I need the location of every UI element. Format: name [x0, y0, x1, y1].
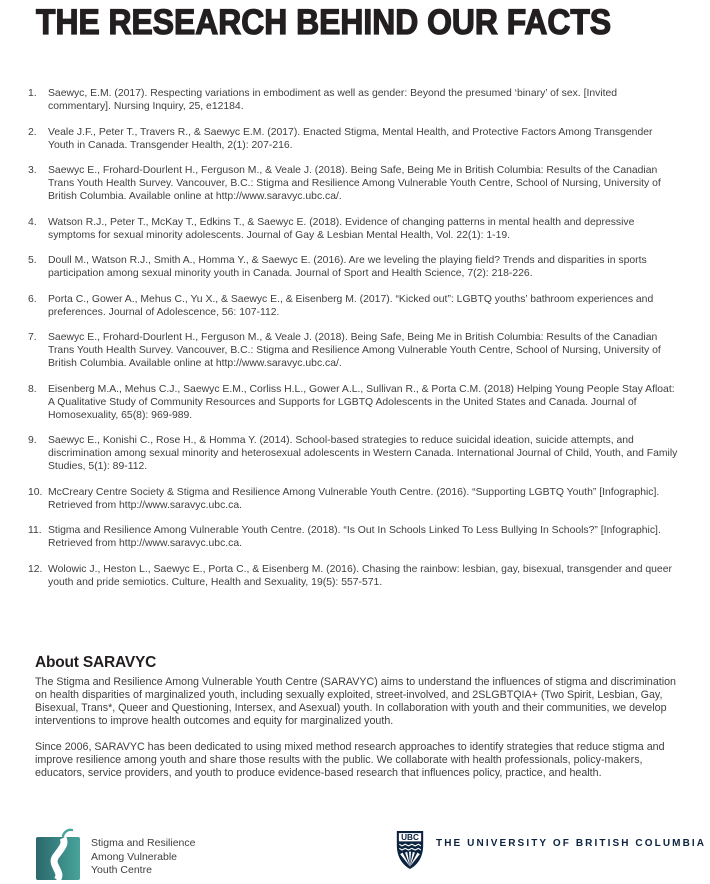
- about-paragraph-2: Since 2006, SARAVYC has been dedicated to using mixed method research approaches to identify strategies that reduce stigma and improve resilience among youth and share those results with the public. We collaborate with health professionals, policy-makers, educators, service providers, and youth to produce evidence-based research that influences policy, practice, and health.: [35, 741, 665, 779]
- reference-text: Wolowic J., Heston L., Saewyc E., Porta C., & Eisenberg M. (2016). Chasing the rainbow: lesbian, gay, bisexual, transgender and queer youth and pride semiotics. Culture, Health and Sexuality, 19(5): 557-571.: [48, 563, 672, 588]
- ubc-crest-label: UBC: [401, 833, 419, 843]
- reference-item: [28, 434, 678, 473]
- reference-item: [28, 486, 678, 512]
- saravyc-logo: [36, 828, 195, 880]
- reference-item: [28, 524, 678, 550]
- reference-number: 11.: [28, 525, 42, 536]
- reference-item: [28, 254, 678, 280]
- reference-number: 10.: [28, 486, 43, 498]
- reference-text: Watson R.J., Peter T., McKay T., Edkins T., & Saewyc E. (2018). Evidence of changing patterns in mental health and depressive symptoms for sexual minority adolescents. Journal of Gay & Lesbian Mental Health, Vol. 22(1): 1-19.: [48, 216, 635, 241]
- reference-item: [28, 87, 678, 113]
- reference-number: 9.: [28, 435, 37, 446]
- reference-number: 12.: [28, 563, 43, 575]
- reference-list: [28, 87, 678, 601]
- reference-number: 2.: [28, 126, 37, 138]
- about-heading: About SARAVYC: [35, 654, 157, 671]
- reference-number: 1.: [28, 88, 37, 99]
- saravyc-logo-text: [91, 828, 195, 878]
- reference-item: [28, 563, 678, 589]
- reference-text: Saewyc E., Frohard-Dourlent H., Ferguson M., & Veale J. (2018). Being Safe, Being Me in British Columbia: Results of the Canadian Trans Youth Health Survey. Vancouver, B.C.: Stigma and Resilience Among Vulnerable Youth Centre, School of Nursing, University of British Columbia. Available online at http://www.saravyc.ubc.ca/.: [48, 165, 661, 202]
- reference-item: [28, 164, 678, 203]
- about-section: [35, 654, 681, 793]
- reference-number: 4.: [28, 216, 37, 228]
- reference-number: 8.: [28, 383, 37, 395]
- reference-text: Saewyc E., Frohard-Dourlent H., Ferguson M., & Veale J. (2018). Being Safe, Being Me in British Columbia: Results of the Canadian Trans Youth Health Survey. Vancouver, B.C.: Stigma and Resilience Among Vulnerable Youth Centre, School of Nursing, University of British Columbia. Available online at http://www.saravyc.ubc.ca/.: [48, 332, 661, 369]
- footer: [36, 828, 707, 882]
- reference-text: Eisenberg M.A., Mehus C.J., Saewyc E.M., Corliss H.L., Gower A.L., Sullivan R., & Porta C.M. (2018) Helping Young People Stay Afloat: A Qualitative Study of Community Resources and Supports for LGBTQ Adolescents in the United States and Canada. Journal of Homosexuality, 65(8): 969-989.: [48, 383, 675, 421]
- reference-item: [28, 383, 678, 422]
- reference-item: [28, 126, 678, 152]
- reference-number: 5.: [28, 255, 37, 266]
- reference-text: Stigma and Resilience Among Vulnerable Youth Centre. (2018). “Is Out In Schools Linked To Less Bullying In Schools?” [Infographic]. Retrieved from http://www.saravyc.ubc.ca.: [48, 525, 661, 549]
- reference-number: 3.: [28, 165, 37, 176]
- reference-text: Doull M., Watson R.J., Smith A., Homma Y., & Saewyc E. (2016). Are we leveling the playing field? Trends and disparities in sports participation among sexual minority youth in Canada. Journal of Sport and Health Science, 7(2): 218-226.: [48, 255, 647, 279]
- reference-text: Saewyc, E.M. (2017). Respecting variations in embodiment as well as gender: Beyond the presumed ‘binary’ of sex. [Invited commentary]. Nursing Inquiry, 25, e12184.: [48, 88, 618, 112]
- reference-item: [28, 331, 678, 370]
- ubc-logo: [396, 830, 706, 870]
- saravyc-logo-line: Stigma and Resilience: [91, 837, 196, 849]
- saravyc-logo-line: Among Vulnerable: [91, 850, 177, 863]
- reference-item: [28, 216, 678, 242]
- reference-text: McCreary Centre Society & Stigma and Resilience Among Vulnerable Youth Centre. (2016). “Supporting LGBTQ Youth” [Infographic]. Retrieved from http://www.saravyc.ubc.ca.: [48, 486, 660, 511]
- ubc-wordmark: THE UNIVERSITY OF BRITISH COLUMBIA: [436, 838, 707, 849]
- reference-item: [28, 293, 678, 319]
- saravyc-logo-icon: [36, 828, 82, 880]
- ubc-crest-icon: [396, 830, 424, 870]
- reference-number: 7.: [28, 332, 37, 343]
- reference-text: Veale J.F., Peter T., Travers R., & Saewyc E.M. (2017). Enacted Stigma, Mental Health, and Protective Factors Among Transgender Youth in Canada. Transgender Health, 2(1): 207-216.: [48, 126, 653, 151]
- page-title: THE RESEARCH BEHIND OUR FACTS: [36, 3, 612, 42]
- reference-text: Saewyc E., Konishi C., Rose H., & Homma Y. (2014). School-based strategies to reduce suicidal ideation, suicide attempts, and discrimination among sexual minority and heterosexual adolescents in Western Canada. International Journal of Child, Youth, and Family Studies, 5(1): 89-112.: [48, 435, 678, 472]
- saravyc-logo-line: Youth Centre: [91, 864, 152, 876]
- about-paragraph-1: The Stigma and Resilience Among Vulnerable Youth Centre (SARAVYC) aims to understand the influences of stigma and discrimination on health disparities of marginalized youth, including sexually exploited, street-involved, and 2SLGBTQIA+ (Two Spirit, Lesbian, Gay, Bisexual, Trans*, Queer and Questioning, Intersex, and Asexual) youth. In collaboration with youth and their communities, we develop interventions to improve health outcomes and equity for marginalized youth.: [35, 676, 677, 727]
- reference-number: 6.: [28, 293, 37, 305]
- reference-text: Porta C., Gower A., Mehus C., Yu X., & Saewyc E., & Eisenberg M. (2017). “Kicked out”: LGBTQ youths’ bathroom experiences and preferences. Journal of Adolescence, 56: 107-112.: [48, 293, 654, 318]
